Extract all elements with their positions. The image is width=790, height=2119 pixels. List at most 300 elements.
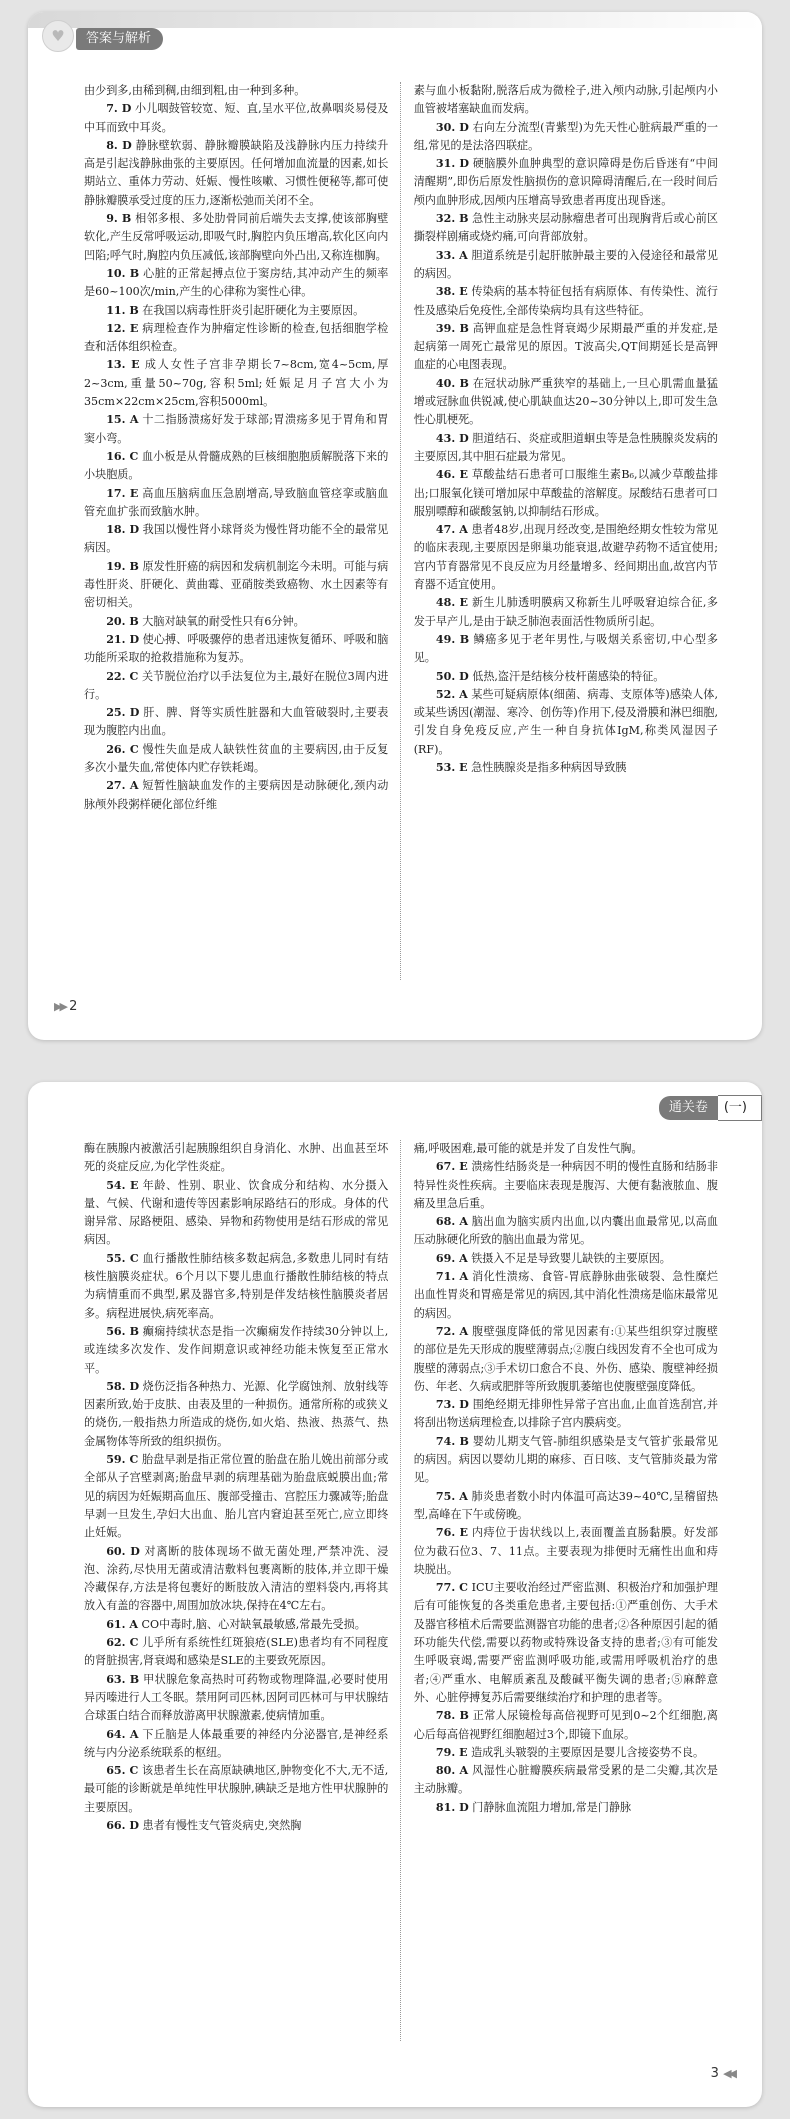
explanation-text: 在我国以病毒性肝炎引起肝硬化为主要原因。 [142, 303, 365, 317]
question-number: 71. [435, 1270, 456, 1284]
answer-letter: D [122, 138, 132, 152]
answer-letter: C [129, 669, 139, 683]
question-number: 21. [106, 632, 126, 646]
question-number: 19. [106, 559, 126, 573]
explanation-text: 肝、脾、肾等实质性脏器和大血管破裂时,主要表现为腹腔内出血。 [84, 706, 389, 738]
answer-key [106, 1380, 139, 1393]
answer-item [84, 1177, 388, 1250]
column-divider [400, 1140, 402, 2041]
answer-key [436, 322, 469, 335]
question-number: 64. [106, 1727, 126, 1741]
answer-key [106, 1636, 138, 1649]
explanation-text: 对离断的肢体现场不做无菌处理,严禁冲洗、浸泡、涂药,尽快用无菌或清洁敷料包裹离断的肢体,并立即干燥冷藏保存,方法是将包裹好的断肢放入清洁的塑料袋内,再将其放入有盖的容器中,周围加放冰块,保持在4℃左右。 [84, 1544, 389, 1613]
answer-key [106, 743, 138, 756]
explanation-text: 脑出血为脑实质内出血,以内囊出血最常见,以高血压动脉硬化所致的脑出血最为常见。 [413, 1215, 718, 1247]
answer-letter: B [459, 212, 469, 226]
answer-letter: A [459, 1489, 468, 1503]
answer-item [414, 686, 718, 759]
answer-item [414, 1579, 718, 1707]
answer-item [414, 1396, 718, 1433]
question-number: 79. [435, 1745, 456, 1759]
answer-key [106, 1545, 140, 1558]
header-strip [28, 12, 762, 28]
explanation-text: 消化性溃疡、食管-胃底静脉曲张破裂、急性糜烂出血性胃炎和胃癌是常见的病因,其中消化性溃疡是临床最常见的病因。 [413, 1270, 718, 1320]
explanation-text: 风湿性心脏瓣膜疾病最常受累的是二尖瓣,其次是主动脉瓣。 [413, 1764, 718, 1796]
answer-letter: E [131, 358, 140, 372]
answer-letter: B [459, 321, 469, 335]
answer-item [414, 1744, 718, 1762]
question-number: 67. [435, 1160, 456, 1174]
answer-letter: B [121, 212, 132, 226]
answer-letter: A [129, 1617, 138, 1631]
question-number: 31. [435, 157, 456, 171]
answer-letter: A [459, 1215, 468, 1229]
answer-letter: D [459, 120, 469, 134]
answer-item [84, 777, 388, 814]
section-badge [659, 1096, 762, 1120]
answer-item [414, 119, 718, 156]
question-number: 78. [435, 1709, 456, 1723]
explanation-text: 胎盘早剥是指正常位置的胎盘在胎儿娩出前部分或全部从子宫壁剥离;胎盘早剥的病理基础为胎盘底蜕膜出血;常见的病因为妊娠期高血压、腹部受撞击、宫腔压力骤减等;胎盘早剥一旦发生,孕妇大出血、胎儿宫内窘迫甚至死亡,应立即终止妊娠。 [84, 1453, 389, 1540]
question-number: 10. [106, 266, 126, 280]
answer-letter: A [129, 413, 139, 427]
answer-item [414, 155, 718, 210]
question-number: 50. [435, 669, 456, 683]
answer-item [84, 356, 388, 411]
question-number: 69. [435, 1251, 456, 1265]
question-number: 65. [106, 1764, 126, 1778]
answer-letter: A [459, 1324, 469, 1338]
explanation-text: 婴幼儿期支气管-肺组织感染是支气管扩张最常见的病因。病因以婴幼儿期的麻疹、百日咳、支气管肺炎最为常见。 [413, 1434, 718, 1485]
explanation-text: 鳞癌多见于老年男性,与吸烟关系密切,中心型多见。 [413, 632, 718, 665]
answer-key [436, 468, 468, 481]
answer-item [84, 1634, 388, 1671]
answer-item [414, 1762, 718, 1799]
answer-letter: D [129, 1379, 140, 1393]
question-number: 38. [435, 285, 456, 299]
answer-key [106, 358, 139, 371]
answer-letter: A [459, 1251, 468, 1265]
answer-key [436, 1215, 468, 1228]
explanation-text: 小儿咽鼓管较宽、短、直,呈水平位,故鼻咽炎易侵及中耳而致中耳炎。 [84, 102, 389, 134]
answer-letter: B [129, 614, 139, 628]
explanation-text: 患者48岁,出现月经改变,是围绝经期女性较为常见的临床表现,主要原因是卵巢功能衰退,故避孕药物不适宜使用;宫内节育器常见不良反应为月经量增多、经间期出血,故宫内节育器不适宜使用。 [413, 523, 718, 592]
double-chevron-left-icon: ◀◀ [723, 2067, 734, 2080]
explanation-text: ICU主要收治经过严密监测、积极治疗和加强护理后有可能恢复的各类重危患者,主要包括:①严重创伤、大手术及器官移植术后需要监测器官功能的患者;②各种原因引起的循环功能失代偿,需要以药物或特殊设备支持的患者;③有可能发生呼吸衰竭,需要严密监测呼吸功能,或需用呼吸机治疗的患者;④严重水、电解质紊乱及酸碱平衡失调的患者;⑤麻醉意外、心脏停搏复苏后需要继续治疗和护理的患者等。 [413, 1581, 718, 1704]
explanation-text: 心脏的正常起搏点位于窦房结,其冲动产生的频率是60~100次/min,产生的心律称为窦性心律。 [84, 266, 389, 299]
answer-item [84, 210, 388, 265]
answer-item [84, 1451, 388, 1542]
explanation-text: 使心搏、呼吸骤停的患者迅速恢复循环、呼吸和脑功能所采取的抢救措施称为复苏。 [84, 632, 389, 665]
answer-letter: E [459, 596, 468, 610]
answer-letter: D [459, 1800, 469, 1814]
answer-key [106, 1728, 138, 1741]
answer-item [84, 1726, 388, 1763]
explanation-text: 某些可疑病原体(细菌、病毒、支原体等)感染人体,或某些诱因(潮湿、寒冷、创伤等)作用下,侵及滑膜和淋巴细胞,引发自身免疫反应,产生一种自身抗体IgM,称类风湿因子(RF)。 [413, 687, 718, 756]
answer-item [414, 1488, 718, 1525]
answer-letter: A [459, 1764, 469, 1778]
explanation-text: 痛,呼吸困难,最可能的就是并发了自发性气胸。 [413, 1142, 643, 1155]
question-number: 56. [106, 1324, 126, 1338]
right-column [414, 1140, 718, 2041]
answer-letter: C [129, 1636, 139, 1650]
answer-item [414, 320, 718, 375]
answer-key [436, 157, 469, 170]
explanation-text: 关节脱位治疗以手法复位为主,最好在脱位3周内进行。 [84, 669, 389, 701]
answer-item [84, 320, 388, 357]
content-columns [84, 1140, 718, 2041]
explanation-text: 传染病的基本特征包括有病原体、有传染性、流行性及感染后免疫性,全部传染病均具有这些特征。 [413, 285, 718, 317]
answer-key [106, 615, 139, 628]
question-number: 32. [435, 212, 456, 226]
answer-key [106, 487, 138, 500]
answer-key [106, 670, 138, 683]
question-number: 62. [106, 1636, 126, 1650]
explanation-text: 酶在胰腺内被激活引起胰腺组织自身消化、水肿、出血甚至坏死的炎症反应,为化学性炎症。 [84, 1142, 389, 1174]
question-number: 60. [106, 1544, 126, 1558]
answer-key [106, 1819, 139, 1832]
explanation-text: 病理检查作为肿瘤定性诊断的检查,包括细胞学检查和活体组织检查。 [84, 321, 389, 354]
explanation-text: 正常人尿镜检每高倍视野可见到0~2个红细胞,离心后每高倍视野红细胞超过3个,即镜下血尿。 [413, 1709, 718, 1741]
answer-letter: D [129, 1818, 139, 1832]
answer-letter: E [459, 1160, 468, 1174]
answer-key [436, 596, 468, 609]
answer-letter: E [459, 285, 468, 299]
question-number: 25. [106, 706, 126, 720]
question-number: 15. [106, 413, 126, 427]
explanation-text: 素与血小板黏附,脱落后成为微栓子,进入颅内动脉,引起颅内小血管被堵塞缺血而发病。 [413, 84, 718, 116]
explanation-text: 成人女性子宫非孕期长7~8cm,宽4~5cm,厚2~3cm,重量50~70g,容积5ml;妊娠足月子宫大小为35cm×22cm×25cm,容积5000ml。 [84, 358, 389, 409]
question-number: 80. [435, 1764, 456, 1778]
answer-key [106, 212, 131, 225]
explanation-text: 急性主动脉夹层动脉瘤患者可出现胸背后或心前区撕裂样剧痛或烧灼痛,可向背部放射。 [413, 212, 718, 244]
answer-letter: E [459, 760, 468, 774]
question-number: 72. [435, 1324, 456, 1338]
question-number: 9. [106, 212, 118, 226]
explanation-text: 慢性失血是成人缺铁性贫血的主要病因,由于反复多次小量失血,常使体内贮存铁耗竭。 [84, 742, 389, 774]
explanation-text: 大脑对缺氧的耐受性只有6分钟。 [142, 614, 305, 628]
answer-key [436, 1490, 468, 1503]
answer-key [436, 1252, 468, 1265]
question-number: 48. [435, 596, 456, 610]
answer-key [436, 121, 469, 134]
question-number: 16. [106, 449, 126, 463]
answer-item [414, 631, 718, 668]
explanation-text: 该患者生长在高原缺碘地区,肿物变化不大,无不适,最可能的诊断就是单纯性甲状腺肿,碘缺乏是地方性甲状腺肿的主要原因。 [84, 1764, 389, 1814]
question-number: 27. [106, 779, 126, 793]
double-chevron-right-icon: ▶▶ [54, 1000, 65, 1013]
answer-key [436, 1526, 468, 1539]
answer-item [84, 631, 388, 668]
answer-letter: E [130, 1178, 139, 1192]
question-number: 73. [435, 1398, 456, 1412]
answer-key [106, 1764, 138, 1777]
question-number: 63. [106, 1672, 126, 1686]
explanation-text: 甲状腺危象高热时可药物或物理降温,必要时使用异丙嗪进行人工冬眠。禁用阿司匹林,因阿司匹林可与甲状腺结合球蛋白结合而释放游离甲状腺激素,使病情加重。 [84, 1672, 389, 1723]
answer-item [414, 375, 718, 430]
page-number-value: 2 [69, 999, 78, 1014]
answer-letter: B [459, 1434, 469, 1448]
question-number: 39. [435, 321, 456, 335]
page-number [711, 2066, 734, 2081]
left-column [84, 1140, 388, 2041]
answer-letter: D [129, 632, 140, 646]
answer-key [106, 633, 139, 646]
answer-key [106, 523, 139, 536]
explanation-text: 高钾血症是急性肾衰竭少尿期最严重的并发症,是起病第一周死亡最常见的原因。T波高尖,QT间期延长是高钾血症的心电图表现。 [413, 321, 718, 372]
answer-letter: B [129, 303, 139, 317]
answer-item [414, 247, 718, 284]
explanation-text: 烧伤泛指各种热力、光源、化学腐蚀剂、放射线等因素所致,始于皮肤、由表及里的一种损伤。通常所称的或狭义的烧伤,一般指热力所造成的烧伤,如火焰、热液、热蒸气、热金属物体等所致的组织损伤。 [84, 1379, 389, 1448]
answer-key [436, 1709, 469, 1722]
answer-item [84, 1323, 388, 1378]
answer-item [84, 1543, 388, 1616]
explanation-text: 血小板是从骨髓成熟的巨核细胞胞质解脱落下来的小块胞质。 [84, 449, 389, 482]
answer-key [436, 1801, 469, 1814]
answer-key [436, 1160, 468, 1173]
answer-key [436, 1746, 468, 1759]
answer-letter: D [130, 1544, 140, 1558]
question-number: 30. [435, 120, 456, 134]
answer-letter: C [129, 1251, 139, 1265]
answer-item [84, 100, 388, 137]
explanation-text: 癫痫持续状态是指一次癫痫发作持续30分钟以上,或连续多次发作、发作间期意识或神经功能未恢复至正常水平。 [84, 1324, 389, 1375]
question-number: 49. [435, 632, 456, 646]
answer-letter: D [129, 706, 140, 720]
question-number: 7. [106, 102, 118, 116]
answer-key [106, 1325, 139, 1338]
right-column [414, 82, 718, 980]
column-divider [400, 82, 402, 980]
answer-key [106, 322, 138, 335]
page-number [54, 999, 77, 1014]
answer-letter: D [459, 1398, 469, 1412]
question-number: 75. [435, 1489, 456, 1503]
explanation-text: 硬脑膜外血肿典型的意识障碍是伤后昏迷有“中间清醒期”,即伤后原发性脑损伤的意识障碍清醒后,在一段时间后颅内血肿形成,因颅内压增高导致患者再度出现昏迷。 [413, 157, 718, 207]
answer-letter: A [459, 687, 468, 701]
answer-page-3 [28, 1082, 762, 2107]
explanation-text: 低热,盗汗是结核分枝杆菌感染的特征。 [472, 669, 665, 683]
answer-item [414, 521, 718, 594]
question-number: 58. [106, 1379, 126, 1393]
answer-item [414, 1433, 718, 1488]
content-columns [84, 82, 718, 980]
question-number: 61. [106, 1617, 126, 1631]
explanation-text: 右向左分流型(青紫型)为先天性心脏病最严重的一组,常见的是法洛四联症。 [413, 120, 718, 152]
answer-key [436, 761, 468, 774]
answer-key [436, 377, 469, 390]
answer-letter: A [129, 779, 139, 793]
question-number: 13. [106, 358, 126, 372]
answer-letter: A [459, 1270, 469, 1284]
answer-key [106, 304, 139, 317]
answer-item [84, 302, 388, 320]
answer-letter: B [459, 376, 469, 390]
answer-item [414, 1268, 718, 1323]
question-number: 66. [106, 1818, 126, 1832]
answer-letter: D [459, 431, 469, 445]
answer-item [84, 668, 388, 705]
explanation-text: 短暂性脑缺血发作的主要病因是动脉硬化,颈内动脉颅外段粥样硬化部位纤维 [84, 779, 389, 811]
answer-letter: C [459, 1581, 469, 1595]
question-number: 76. [435, 1526, 456, 1540]
explanation-text: 十二指肠溃疡好发于球部;胃溃疡多见于胃角和胃窦小弯。 [84, 413, 389, 445]
explanation-text: 血行播散性肺结核多数起病急,多数患儿同时有结核性脑膜炎症状。6个月以下婴儿患血行播散性肺结核的特点为病情重而不典型,累及器官多,特别是伴发结核性脑膜炎者居多。病程进展快,病死率高。 [84, 1251, 389, 1320]
answer-item [414, 1323, 718, 1396]
answer-item [414, 1140, 718, 1158]
answer-key [436, 432, 469, 445]
explanation-text: 肺炎患者数小时内体温可高达39~40℃,呈稽留热型,高峰在下午或傍晚。 [413, 1489, 718, 1521]
answer-letter: B [459, 1709, 469, 1723]
answer-key [436, 1270, 468, 1283]
answer-letter: E [459, 468, 468, 482]
answer-item [414, 1213, 718, 1250]
explanation-text: 草酸盐结石患者可口服维生素B₆,以减少草酸盐排出;口服氧化镁可增加尿中草酸盐的溶解度。尿酸结石患者可口服别嘌醇和碳酸氢钠,以抑制结石形成。 [413, 468, 718, 518]
explanation-text: 儿乎所有系统性红斑狼疮(SLE)患者均有不同程度的肾脏损害,肾衰竭和感染是SLE的主要致死原因。 [84, 1636, 389, 1668]
answer-item [84, 1140, 388, 1177]
answer-letter: B [129, 559, 139, 573]
question-number: 46. [435, 468, 456, 482]
answer-key [436, 688, 468, 701]
answer-page-2 [28, 12, 762, 1040]
answer-letter: D [121, 102, 132, 116]
answer-letter: E [459, 1745, 468, 1759]
question-number: 22. [106, 669, 126, 683]
section-badge-number: (一) [718, 1095, 762, 1121]
answer-letter: B [129, 1324, 140, 1338]
question-number: 54. [106, 1178, 126, 1192]
question-number: 77. [435, 1581, 456, 1595]
answer-item [414, 1158, 718, 1213]
explanation-text: 铁摄入不足是导致婴儿缺铁的主要原因。 [471, 1251, 671, 1265]
answer-item [84, 1250, 388, 1323]
answer-item [84, 411, 388, 448]
answer-key [106, 706, 139, 719]
explanation-text: 我国以慢性肾小球肾炎为慢性肾功能不全的最常见病因。 [84, 523, 389, 555]
answer-item [84, 741, 388, 778]
answer-key [436, 523, 468, 536]
explanation-text: 造成乳头皲裂的主要原因是婴儿含接姿势不良。 [471, 1745, 705, 1759]
explanation-text: 腹壁强度降低的常见因素有:①某些组织穿过腹壁的部位是先天形成的腹壁薄弱点;②腹白线因发育不全也可成为腹壁的薄弱点;③手术切口愈合不良、外伤、感染、腹壁神经损伤、年老、久病或肥胖等所致腹肌萎缩也使腹壁强度降低。 [413, 1324, 718, 1393]
answer-item [84, 704, 388, 741]
answer-letter: D [129, 523, 140, 537]
answer-key [436, 212, 469, 225]
question-number: 53. [435, 760, 456, 774]
answer-item [414, 759, 718, 777]
explanation-text: 在冠状动脉严重狭窄的基础上,一旦心肌需血量猛增或冠脉血供锐减,使心肌缺血达20~30分钟以上,即可发生急性心肌梗死。 [413, 376, 718, 427]
answer-key [436, 670, 469, 683]
answer-letter: E [129, 321, 139, 335]
answer-key [436, 633, 469, 646]
answer-key [106, 560, 139, 573]
answer-item [84, 485, 388, 522]
explanation-text: 胆道结石、炎症或胆道蛔虫等是急性胰腺炎发病的主要原因,其中胆石症最为常见。 [413, 431, 718, 463]
answer-item [84, 613, 388, 631]
answer-letter: B [129, 1672, 140, 1686]
question-number: 47. [435, 523, 456, 537]
answer-item [84, 448, 388, 485]
answer-item [414, 1707, 718, 1744]
answer-key [436, 1764, 468, 1777]
answer-item [84, 521, 388, 558]
answer-key [106, 267, 139, 280]
explanation-text: 下丘脑是人体最重要的神经内分泌器官,是神经系统与内分泌系统联系的枢纽。 [84, 1727, 389, 1759]
answer-key [436, 285, 468, 298]
answer-item [84, 1616, 388, 1634]
section-badge: 答案与解析 [76, 28, 163, 50]
explanation-text: 急性胰腺炎是指多种病因导致胰 [471, 760, 627, 774]
answer-key [436, 1398, 469, 1411]
answer-key [106, 1179, 138, 1192]
explanation-text: 高血压脑病血压急剧增高,导致脑血管痉挛或脑血管充血扩张而致脑水肿。 [84, 486, 389, 518]
answer-key [106, 1453, 138, 1466]
answer-item [84, 1378, 388, 1451]
answer-letter: B [129, 266, 140, 280]
answer-item [414, 594, 718, 631]
answer-key [106, 1673, 139, 1686]
question-number: 68. [435, 1215, 456, 1229]
explanation-text: 新生儿肺透明膜病又称新生儿呼吸窘迫综合征,多发于早产儿,是由于缺乏肺泡表面活性物质所引起。 [413, 596, 718, 628]
answer-item [84, 137, 388, 210]
answer-letter: E [129, 486, 139, 500]
publisher-logo-icon: ♥ [42, 20, 74, 52]
question-number: 33. [435, 248, 456, 262]
answer-item [414, 1524, 718, 1579]
explanation-text: 相邻多根、多处肋骨同前后端失去支撑,使该部胸壁软化,产生反常呼吸运动,即吸气时,胸腔内负压增高,软化区向内凹陷;呼气时,胸腔内负压减低,该部胸壁向外凸出,又称连枷胸。 [84, 212, 389, 262]
answer-key [436, 1325, 468, 1338]
explanation-text: 门静脉血流阻力增加,常是门静脉 [472, 1800, 632, 1814]
question-number: 11. [106, 303, 126, 317]
question-number: 12. [106, 321, 126, 335]
explanation-text: 静脉壁软弱、静脉瓣膜缺陷及浅静脉内压力持续升高是引起浅静脉曲张的主要原因。任何增加血流量的因素,如长期站立、重体力劳动、妊娠、慢性咳嗽、习惯性便秘等,都可使静脉瓣膜承受过度的压力,逐渐松弛而关闭不全。 [84, 138, 389, 207]
answer-letter: C [129, 742, 139, 756]
answer-letter: D [459, 157, 469, 171]
explanation-text: CO中毒时,脑、心对缺氧最敏感,常最先受损。 [141, 1617, 366, 1631]
answer-letter: A [459, 523, 468, 537]
answer-item [84, 1762, 388, 1817]
question-number: 43. [435, 431, 456, 445]
question-number: 18. [106, 523, 126, 537]
answer-item [84, 558, 388, 613]
answer-item [414, 1799, 718, 1817]
question-number: 55. [106, 1251, 126, 1265]
question-number: 40. [435, 376, 456, 390]
answer-key [106, 139, 132, 152]
answer-item [84, 1671, 388, 1726]
answer-item [84, 265, 388, 302]
question-number: 52. [435, 687, 456, 701]
answer-letter: B [459, 632, 470, 646]
page-number-value: 3 [710, 2066, 719, 2081]
answer-item [414, 430, 718, 467]
answer-item [414, 82, 718, 119]
explanation-text: 围绝经期无排卵性异常子宫出血,止血首选刮宫,并将刮出物送病理检查,以排除子宫内膜病变。 [413, 1398, 718, 1430]
answer-item [414, 210, 718, 247]
answer-item [414, 668, 718, 686]
answer-key [106, 1618, 138, 1631]
answer-key [106, 450, 138, 463]
answer-letter: C [129, 1453, 139, 1467]
answer-letter: A [129, 1727, 139, 1741]
answer-key [436, 249, 468, 262]
answer-key [436, 1435, 469, 1448]
left-column [84, 82, 388, 980]
answer-letter: D [459, 669, 469, 683]
answer-item [84, 82, 388, 100]
answer-item [84, 1817, 388, 1835]
question-number: 20. [106, 614, 126, 628]
question-number: 26. [106, 742, 126, 756]
